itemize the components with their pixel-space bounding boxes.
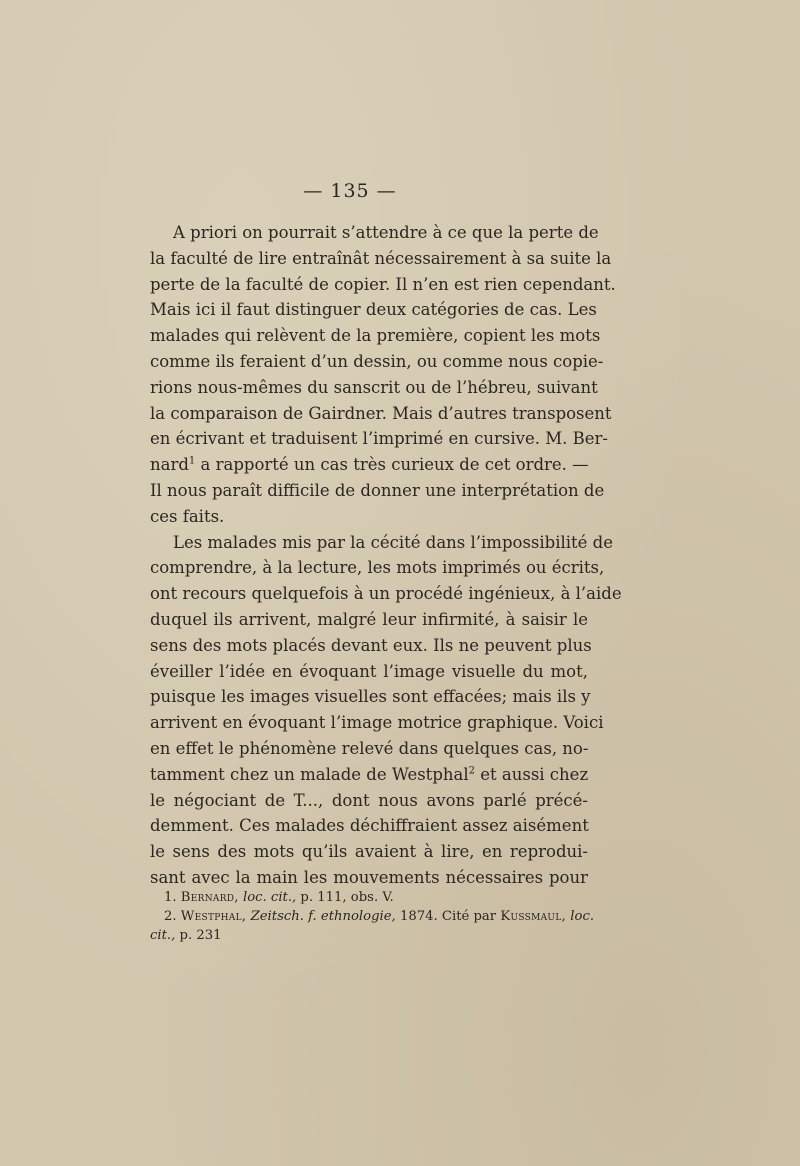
text-line: sens des mots placés devant eux. Ils ne peuvent plus: [150, 635, 592, 655]
text-line: la comparaison de Gairdner. Mais d’autres transposent: [150, 403, 612, 423]
footnote-2: [150, 907, 595, 926]
footnote-text: p. 231: [179, 928, 222, 943]
text-line: le sens des mots qu’ils avaient à lire, en reprodui-: [150, 842, 588, 862]
footnotes: [150, 888, 595, 945]
footnote-reference: cit.,: [150, 928, 176, 943]
footnote-reference: loc.: [570, 909, 595, 924]
footnote-reference: loc. cit.,: [243, 890, 297, 905]
text-fragment: tamment chez un malade de Westphal: [150, 764, 469, 784]
text-line: demment. Ces malades déchiffraient assez aisément: [150, 816, 589, 836]
footnote-text: 1874. Cité par: [399, 909, 497, 924]
footnote-journal: Zeitsch. f. ethnologie,: [250, 909, 396, 924]
main-text: [150, 220, 622, 891]
text-line: rions nous-mêmes du sanscrit ou de l’hébreu, suivant: [150, 377, 598, 397]
text-line: Les malades mis par la cécité dans l’impossibilité de: [173, 532, 614, 552]
text-line: en écrivant et traduisent l’imprimé en cursive. M. Ber-: [150, 429, 608, 449]
footnote-author: Bernard,: [180, 890, 239, 905]
text-line: malades qui relèvent de la première, copient les mots: [150, 326, 601, 346]
text-fragment: nard: [150, 455, 189, 475]
footnote-2-continued: [150, 926, 588, 945]
text-line: comprendre, à la lecture, les mots imprimés ou écrits,: [150, 558, 605, 578]
text-line: le négociant de T..., dont nous avons parlé précé-: [150, 790, 588, 810]
footnote-author: Kussmaul,: [500, 909, 567, 924]
text-line: éveiller l’idée en évoquant l’image visuelle du mot,: [150, 661, 588, 681]
text-line: duquel ils arrivent, malgré leur infirmité, à saisir le: [150, 609, 588, 629]
text-line: comme ils feraient d’un dessin, ou comme nous copie-: [150, 351, 604, 371]
footnote-1: [150, 888, 588, 907]
text-line: ces faits.: [150, 506, 225, 526]
footnote-author: Westphal,: [180, 909, 247, 924]
footnote-number: 2.: [164, 909, 177, 924]
text-line: en effet le phénomène relevé dans quelques cas, no-: [150, 738, 589, 758]
page-number: — 135 —: [303, 180, 397, 202]
footnote-marker: 1: [188, 455, 196, 467]
text-line: Il nous paraît difficile de donner une interprétation de: [150, 480, 605, 500]
text-line: sant avec la main les mouvements nécessaires pour: [150, 867, 588, 887]
text-fragment: a rapporté un cas très curieux de cet ordre. —: [195, 455, 589, 475]
text-line: arrivent en évoquant l’image motrice graphique. Voici: [150, 713, 604, 733]
text-line: puisque les images visuelles sont effacées; mais ils y: [150, 687, 591, 707]
footnote-marker: 2: [468, 765, 475, 777]
text-line: la faculté de lire entraînât nécessairement à sa suite la: [150, 248, 612, 268]
footnote-number: 1.: [164, 890, 177, 905]
text-line: ont recours quelquefois à un procédé ingénieux, à l’aide: [150, 584, 622, 604]
text-line: Mais ici il faut distinguer deux catégories de cas. Les: [150, 300, 597, 320]
text-fragment: et aussi chez: [475, 764, 589, 784]
footnote-text: p. 111, obs. V.: [300, 890, 394, 905]
text-line: perte de la faculté de copier. Il n’en est rien cependant.: [150, 274, 616, 294]
text-line: [150, 762, 588, 788]
text-line: [150, 452, 588, 478]
text-line: A priori on pourrait s’attendre à ce que la perte de: [173, 223, 599, 242]
